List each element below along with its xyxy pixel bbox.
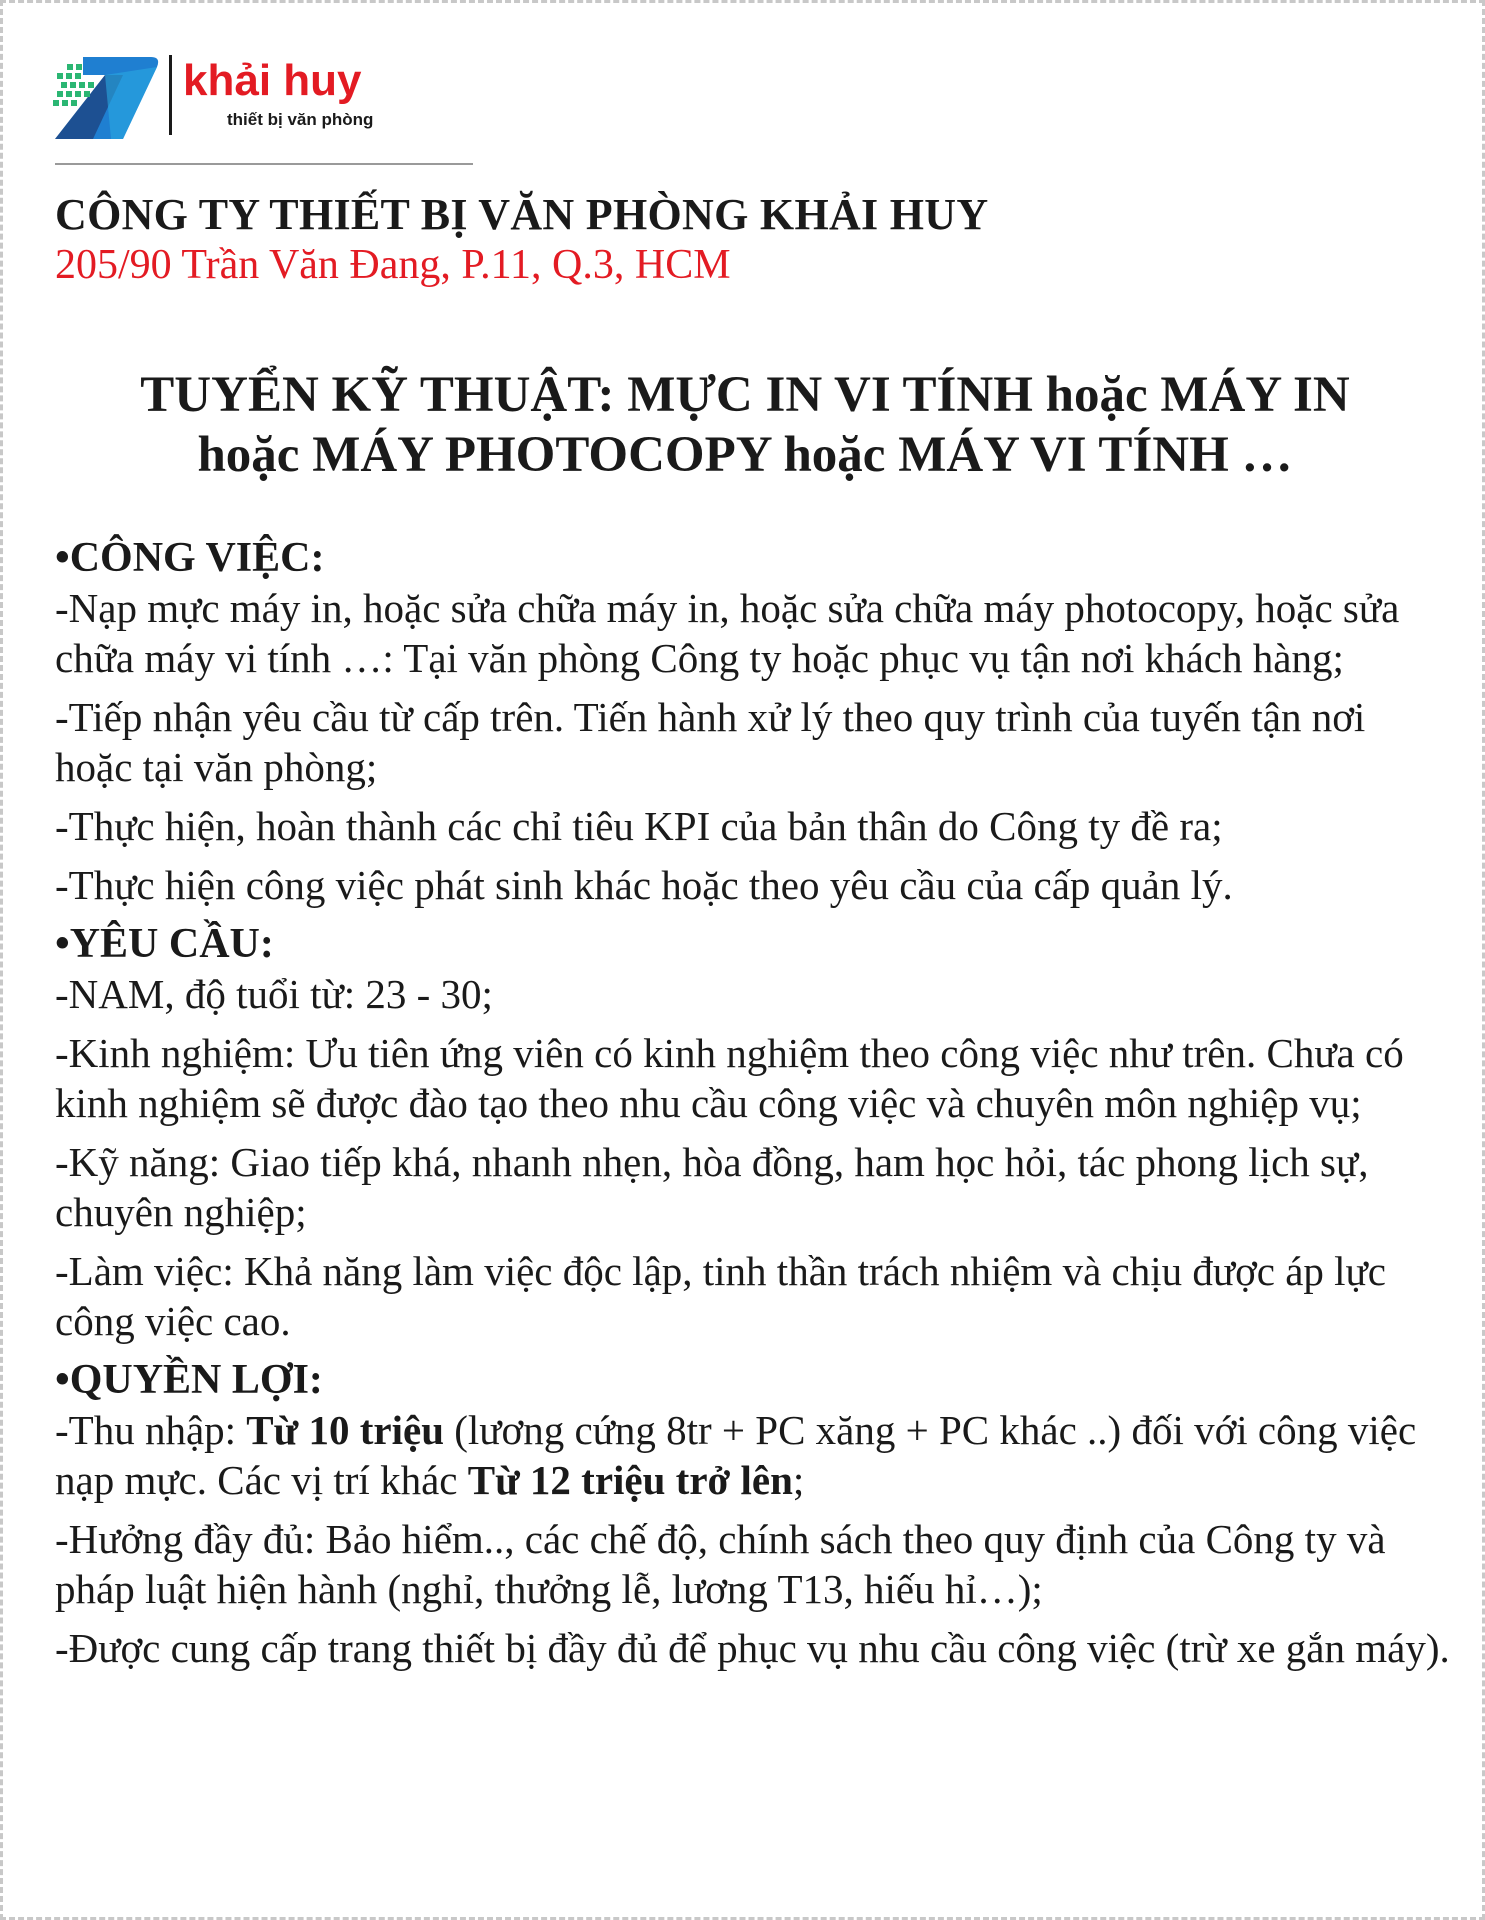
logo-wordmark: khải huy — [183, 56, 362, 105]
company-name: CÔNG TY THIẾT BỊ VĂN PHÒNG KHẢI HUY — [55, 190, 989, 239]
headline-line-2: hoặc MÁY PHOTOCOPY hoặc MÁY VI TÍNH … — [197, 427, 1293, 483]
income-other-bold: Từ 12 triệu trở lên — [467, 1457, 793, 1503]
list-item: -Làm việc: Khả năng làm việc độc lập, tinh thần trách nhiệm và chịu được áp lực công việc cao. — [55, 1248, 1386, 1344]
list-item: -Tiếp nhận yêu cầu từ cấp trên. Tiến hành xử lý theo quy trình của tuyến tận nơi hoặc tại văn phòng; — [55, 694, 1366, 790]
company-address: 205/90 Trần Văn Đang, P.11, Q.3, HCM — [55, 242, 731, 288]
income-min-bold: Từ 10 triệu — [246, 1407, 444, 1453]
khai-huy-logo — [53, 53, 413, 143]
income-item: -Thu nhập: Từ 10 triệu (lương cứng 8tr + PC xăng + PC khác ..) đối với công việc nạp mực. Các vị trí khác Từ 12 triệu trở lên; — [55, 1407, 1417, 1503]
list-item: -Thực hiện công việc phát sinh khác hoặc theo yêu cầu của cấp quản lý. — [55, 862, 1233, 908]
logo-tagline: thiết bị văn phòng — [227, 110, 374, 129]
list-item: -Hưởng đầy đủ: Bảo hiểm.., các chế độ, chính sách theo quy định của Công ty và pháp luật hiện hành (nghỉ, thưởng lễ, lương T13, hiếu hỉ…); — [55, 1516, 1386, 1612]
list-item: -Nạp mực máy in, hoặc sửa chữa máy in, hoặc sửa chữa máy photocopy, hoặc sửa chữa máy vi tính …: Tại văn phòng Công ty hoặc phục vụ tận nơi khách hàng; — [55, 585, 1400, 681]
section-title-cong-viec: •CÔNG VIỆC: — [55, 535, 325, 581]
list-item: -Thực hiện, hoàn thành các chỉ tiêu KPI của bản thân do Công ty đề ra; — [55, 803, 1223, 849]
logo-divider — [55, 163, 473, 165]
list-item: -Được cung cấp trang thiết bị đầy đủ để phục vụ nhu cầu công việc (trừ xe gắn máy). — [55, 1625, 1450, 1671]
list-item: -Kỹ năng: Giao tiếp khá, nhanh nhẹn, hòa đồng, ham học hỏi, tác phong lịch sự, chuyên nghiệp; — [55, 1139, 1369, 1235]
headline-line-1: TUYỂN KỸ THUẬT: MỰC IN VI TÍNH hoặc MÁY IN — [140, 367, 1350, 423]
section-title-quyen-loi: •QUYỀN LỢI: — [55, 1357, 323, 1403]
job-headline — [55, 365, 1435, 485]
list-item: -NAM, độ tuổi từ: 23 - 30; — [55, 971, 493, 1017]
section-title-yeu-cau: •YÊU CẦU: — [55, 921, 274, 967]
job-details — [55, 533, 1450, 1682]
list-item: -Kinh nghiệm: Ưu tiên ứng viên có kinh nghiệm theo công việc như trên. Chưa có kinh nghiệm sẽ được đào tạo theo nhu cầu công việc và chuyên môn nghiệp vụ; — [55, 1030, 1404, 1126]
